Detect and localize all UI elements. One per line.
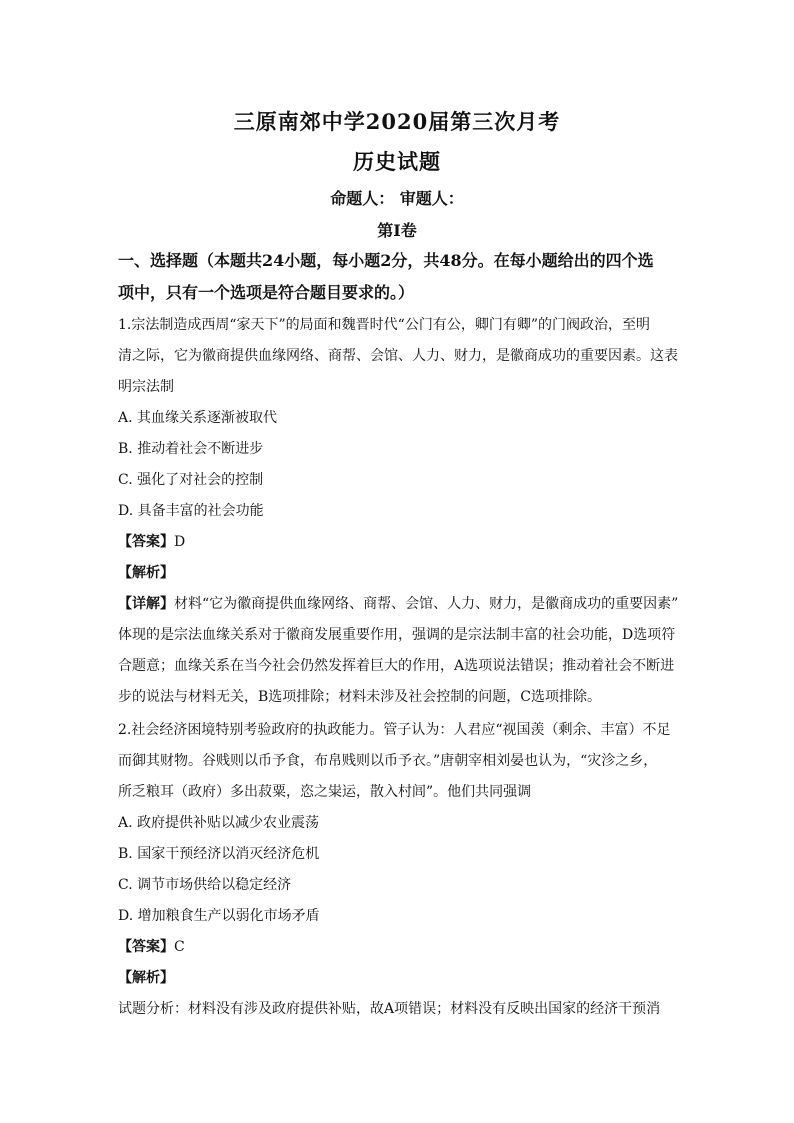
answer-label: 【答案】 <box>118 939 174 955</box>
q1-detail-line: 步的说法与材料无关，B选项排除；材料未涉及社会控制的问题，C选项排除。 <box>118 689 601 705</box>
q2-answer <box>118 936 678 956</box>
q1-option-b: B. 推动着社会不断进步 <box>118 441 264 457</box>
q1-option-a: A. 其血缘关系逐渐被取代 <box>118 410 278 426</box>
q2-stem-line: 而御其财物。谷贱则以币予食，布帛贱则以币予衣。”唐朝宰相刘晏也认为，“灾沴之乡， <box>118 753 658 769</box>
q1-option-c: C. 强化了对社会的控制 <box>118 472 264 488</box>
section-heading-line1: 一、选择题（本题共24小题，每小题2分，共48分。在每小题给出的四个选 <box>118 251 654 270</box>
q1-option-d: D. 具备丰富的社会功能 <box>118 503 264 519</box>
q2-option-c: C. 调节市场供给以稳定经济 <box>118 877 292 893</box>
analysis-label: 【解析】 <box>118 970 174 986</box>
q2-analysis <box>118 967 678 987</box>
q2-stem-line: 2.社会经济困境特别考验政府的执政能力。管子认为：人君应“视国羡（剩余、丰富）不足 <box>118 722 671 738</box>
q2-option-d: D. 增加粮食生产以弱化市场矛盾 <box>118 908 320 924</box>
analysis-label: 【解析】 <box>118 565 174 581</box>
q2-stem-line: 所乏粮耳（政府）多出菽粟，恣之粜运，散入村闾”。他们共同强调 <box>118 784 532 800</box>
q2-option-b: B. 国家干预经济以消灭经济危机 <box>118 846 320 862</box>
q2-detail-line: 试题分析：材料没有涉及政府提供补贴，故A项错误；材料没有反映出国家的经济干预消 <box>118 1001 661 1017</box>
q1-stem-line: 1.宗法制造成西周“家天下”的局面和魏晋时代“公门有公，卿门有卿”的门阀政治，至明 <box>118 317 650 333</box>
exam-title: 三原南郊中学2020届第三次月考 <box>233 109 561 134</box>
answer-value: C <box>174 939 185 955</box>
detail-label: 【详解】 <box>118 596 174 612</box>
q2-option-a: A. 政府提供补贴以减少农业震荡 <box>118 815 320 831</box>
volume-label: 第I卷 <box>377 221 417 240</box>
q1-detail-line <box>118 593 678 613</box>
q1-stem-line: 明宗法制 <box>118 379 174 395</box>
detail-text: 材料“它为徽商提供血缘网络、商帮、会馆、人力、财力，是徽商成功的重要因素” <box>174 596 678 612</box>
answer-label: 【答案】 <box>118 534 174 550</box>
q1-stem-line: 清之际，它为徽商提供血缘网络、商帮、会馆、人力、财力，是徽商成功的重要因素。这表 <box>118 348 678 364</box>
q1-answer <box>118 531 678 551</box>
answer-value: D <box>174 534 186 550</box>
q1-analysis <box>118 562 678 582</box>
exam-authors: 命题人： 审题人： <box>330 189 464 208</box>
q1-detail-line: 体现的是宗法血缘关系对于徽商发展重要作用，强调的是宗法制丰富的社会功能，D选项符 <box>118 627 676 643</box>
q1-detail-line: 合题意；血缘关系在当今社会仍然发挥着巨大的作用，A选项说法错误；推动着社会不断进 <box>118 658 675 674</box>
exam-subtitle: 历史试题 <box>353 149 441 174</box>
section-heading-line2: 项中，只有一个选项是符合题目要求的。） <box>118 283 415 302</box>
